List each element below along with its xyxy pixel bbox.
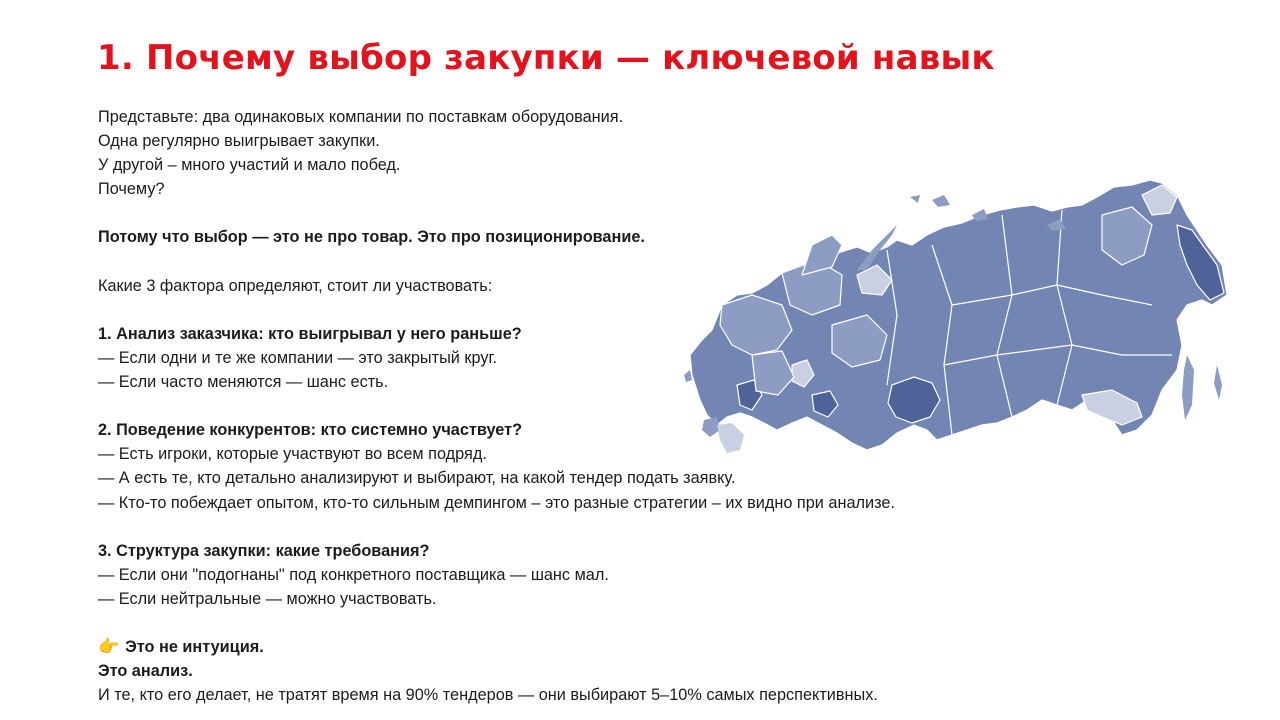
map-island-crimea	[702, 417, 720, 437]
intro-line-3: У другой – много участий и мало побед.	[98, 156, 401, 175]
conclusion-line-1	[98, 635, 1018, 659]
thesis: Потому что выбор — это не про товар. Это про позиционирование.	[98, 228, 645, 247]
intro-line-1: Представьте: два одинаковых компании по поставкам оборудования.	[98, 108, 624, 126]
map-region-caucasus	[717, 423, 744, 453]
conclusion-line-3: И те, кто его делает, не тратят время на 90% тендеров — они выбирают 5–10% самых перспективных.	[98, 686, 878, 705]
factor3-point-1: — Если они "подогнаны" под конкретного поставщика — шанс мал.	[98, 565, 609, 584]
intro-line-2: Одна регулярно выигрывает закупки.	[98, 132, 380, 151]
intro-line-4: Почему?	[98, 180, 165, 199]
factors-intro: Какие 3 фактора определяют, стоит ли участвовать:	[98, 276, 493, 295]
slide-title: 1. Почему выбор закупки — ключевой навык	[97, 38, 995, 78]
map-island-north-4	[910, 195, 920, 203]
factor2-point-3: — Кто-то побеждает опытом, кто-то сильным демпингом – это разные стратегии – их видно при анализе.	[98, 493, 895, 512]
factor2-point-1: — Есть игроки, которые участвуют во всем подряд.	[98, 445, 487, 464]
factor3-heading: 3. Структура закупки: какие требования?	[98, 541, 430, 560]
conclusion-line-2: Это анализ.	[98, 662, 193, 681]
spacer	[98, 515, 1018, 539]
map-island-kaliningrad	[684, 370, 692, 382]
russia-map-image	[682, 155, 1242, 465]
factor2-heading: 2. Поведение конкурентов: кто системно участвует?	[98, 421, 523, 440]
map-island-north-1	[932, 195, 950, 207]
factor2-point-2: — А есть те, кто детально анализируют и выбирают, на какой тендер подать заявку.	[98, 469, 736, 488]
spacer	[98, 611, 1018, 635]
factor1-point-2: — Если часто меняются — шанс есть.	[98, 373, 389, 392]
map-island-sakhalin	[1182, 355, 1194, 420]
factor1-point-1: — Если одни и те же компании — это закрытый круг.	[98, 348, 498, 367]
conclusion-text-1: Это не интуиция.	[125, 638, 264, 657]
factor1-heading: 1. Анализ заказчика: кто выигрывал у него раньше?	[98, 324, 522, 343]
map-island-kuril	[1214, 365, 1222, 400]
pointing-hand-icon: 👉	[98, 637, 120, 657]
factor3-point-2: — Если нейтральные — можно участвовать.	[98, 589, 437, 608]
